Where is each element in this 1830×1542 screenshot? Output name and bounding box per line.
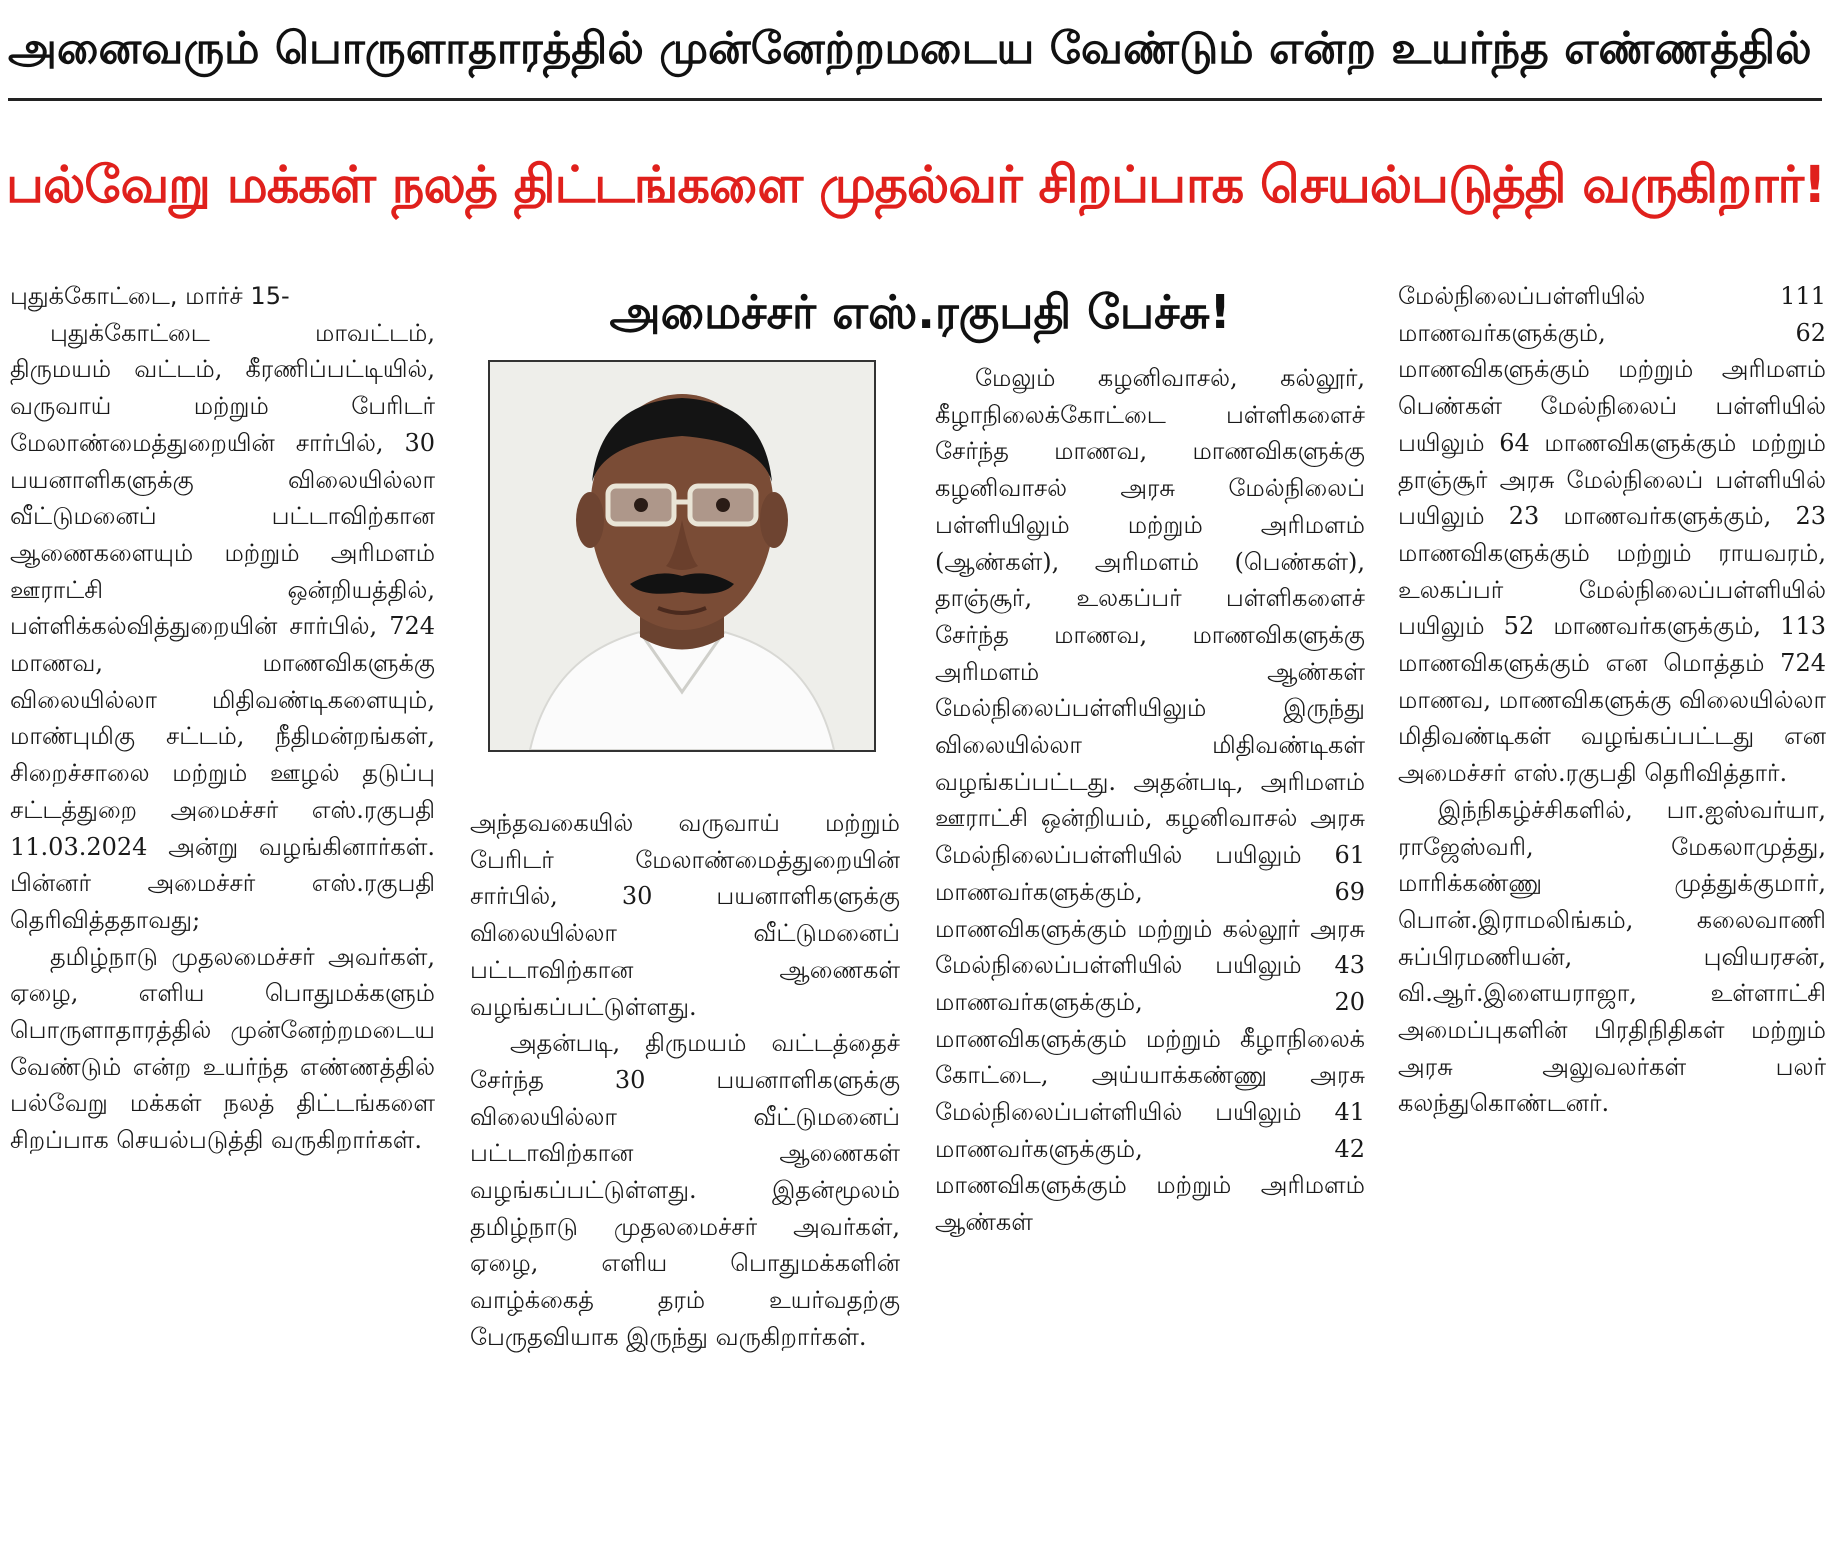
dateline: புதுக்கோட்டை, மார்ச் 15- — [10, 282, 290, 310]
paragraph: மேல்நிலைப்பள்ளியில் 111 மாணவர்களுக்கும், 62 மாணவிகளுக்கும் மற்றும் அரிமளம் பெண்கள் மேல்நிலைப் பள்ளியில் பயிலும் 64 மாணவிகளுக்கும் மற்றும் தாஞ்சூர் அரசு மேல்நிலைப் பள்ளியில் பயிலும் 23 மாணவர்களுக்கும், 23 மாணவிகளுக்கும் மற்றும் ராயவரம், உலகப்பர் மேல்நிலைப்பள்ளியில் பயிலும் 52 மாணவர்களுக்கும், 113 மாணவிகளுக்கும் என மொத்தம் 724 மாணவ, மாணவிகளுக்கு விலையில்லா மிதிவண்டிகள் வழங்கப்பட்டது என அமைச்சர் எஸ்.ரகுபதி தெரிவித்தார். — [1398, 282, 1826, 788]
headline-main: பல்வேறு மக்கள் நலத் திட்டங்களை முதல்வர் சிறப்பாக செயல்படுத்தி வருகிறார்! — [6, 156, 1826, 215]
subheadline: அமைச்சர் எஸ்.ரகுபதி பேச்சு! — [609, 285, 1231, 339]
headline-divider — [8, 98, 1822, 101]
paragraph: அந்தவகையில் வருவாய் மற்றும் பேரிடர் மேலாண்மைத்துறையின் சார்பில், 30 பயனாளிகளுக்கு விலையில்லா வீட்டுமனைப் பட்டாவிற்கான ஆணைகள் வழங்கப்பட்டுள்ளது. — [470, 809, 900, 1021]
paragraph: இந்நிகழ்ச்சிகளில், பா.ஐஸ்வர்யா, ராஜேஸ்வரி, மேகலாமுத்து, மாரிக்கண்ணு முத்துக்குமார், பொன்.இராமலிங்கம், கலைவாணி சுப்பிரமணியன், புவியரசன், வி.ஆர்.இளையராஜா, உள்ளாட்சி அமைப்புகளின் பிரதிநிதிகள் மற்றும் அரசு அலுவலர்கள் பலர் கலந்துகொண்டனர். — [1398, 795, 1826, 1118]
paragraph: தமிழ்நாடு முதலமைச்சர் அவர்கள், ஏழை, எளிய பொதுமக்களும் பொருளாதாரத்தில் முன்னேற்றமடைய வேண்டும் என்ற உயர்ந்த எண்ணத்தில் பல்வேறு மக்கள் நலத் திட்டங்களை சிறப்பாக செயல்படுத்தி வருகிறார்கள். — [10, 942, 435, 1155]
article-column-3 — [935, 360, 1365, 1536]
article-column-2 — [470, 805, 900, 1536]
paragraph: புதுக்கோட்டை மாவட்டம், திருமயம் வட்டம், கீரணிப்பட்டியில், வருவாய் மற்றும் பேரிடர் மேலாண்மைத்துறையின் சார்பில், 30 பயனாளிகளுக்கு விலையில்லா வீட்டுமனைப் பட்டாவிற்கான ஆணைகளையும் மற்றும் அரிமளம் ஊராட்சி ஒன்றியத்தில், பள்ளிக்கல்வித்துறையின் சார்பில், 724 மாணவ, மாணவிகளுக்கு விலையில்லா மிதிவண்டிகளையும், மாண்புமிகு சட்டம், நீதிமன்றங்கள், சிறைச்சாலை மற்றும் ஊழல் தடுப்பு சட்டத்துறை அமைச்சர் எஸ்.ரகுபதி 11.03.2024 அன்று வழங்கினார்கள். பின்னர் அமைச்சர் எஸ்.ரகுபதி தெரிவித்ததாவது; — [10, 318, 435, 934]
paragraph: அதன்படி, திருமயம் வட்டத்தைச் சேர்ந்த 30 பயனாளிகளுக்கு விலையில்லா வீட்டுமனைப் பட்டாவிற்கான ஆணைகள் வழங்கப்பட்டுள்ளது. இதன்மூலம் தமிழ்நாடு முதலமைச்சர் அவர்கள், ஏழை, எளிய பொதுமக்களின் வாழ்க்கைத் தரம் உயர்வதற்கு பேருதவியாக இருந்து வருகிறார்கள். — [470, 1029, 900, 1351]
headline-top: அனைவரும் பொருளாதாரத்தில் முன்னேற்றமடைய வேண்டும் என்ற உயர்ந்த எண்ணத்தில் — [8, 23, 1812, 74]
article-column-4 — [1398, 278, 1826, 1536]
paragraph: மேலும் கழனிவாசல், கல்லூர், கீழாநிலைக்கோட்டை பள்ளிகளைச் சேர்ந்த மாணவ, மாணவிகளுக்கு கழனிவாசல் அரசு மேல்நிலைப் பள்ளியிலும் மற்றும் அரிமளம் (ஆண்கள்), அரிமளம் (பெண்கள்), தாஞ்சூர், உலகப்பர் பள்ளிகளைச் சேர்ந்த மாணவ, மாணவிகளுக்கு அரிமளம் ஆண்கள் மேல்நிலைப்பள்ளியிலும் இருந்து விலையில்லா மிதிவண்டிகள் வழங்கப்பட்டது. அதன்படி, அரிமளம் ஊராட்சி ஒன்றியம், கழனிவாசல் அரசு மேல்நிலைப்பள்ளியில் பயிலும் 61 மாணவர்களுக்கும், 69 மாணவிகளுக்கும் மற்றும் கல்லூர் அரசு மேல்நிலைப்பள்ளியில் பயிலும் 43 மாணவர்களுக்கும், 20 மாணவிகளுக்கும் மற்றும் கீழாநிலைக் கோட்டை, அய்யாக்கண்ணு அரசு மேல்நிலைப்பள்ளியில் பயிலும் 41 மாணவர்களுக்கும், 42 மாணவிகளுக்கும் மற்றும் அரிமளம் ஆண்கள் — [935, 364, 1365, 1237]
article-column-1 — [10, 278, 435, 1536]
portrait-illustration — [490, 362, 874, 750]
portrait-photo — [488, 360, 876, 752]
